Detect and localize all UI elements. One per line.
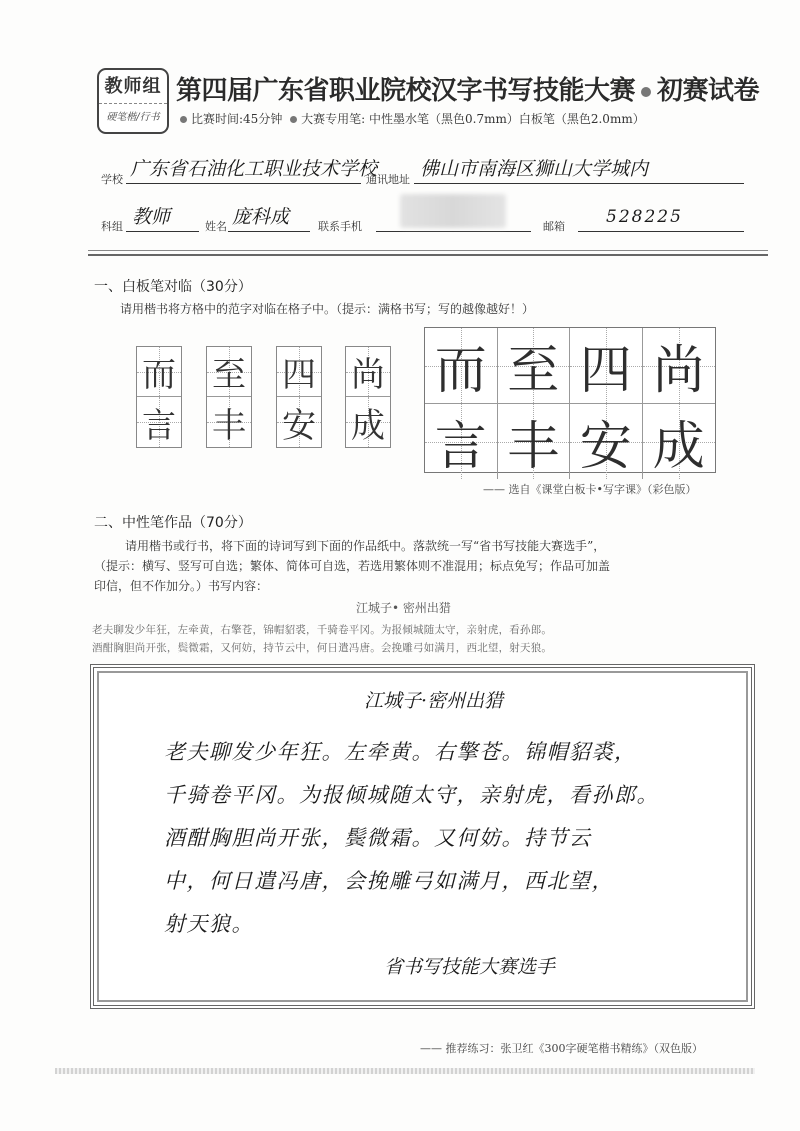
footer-divider — [55, 1068, 755, 1074]
work-signature: 省书写技能大赛选手 — [384, 956, 556, 978]
work-line: 中，何日遣冯唐，会挽雕弓如满月，西北望， — [164, 869, 614, 893]
model-cell: 而 — [425, 328, 498, 404]
model-cell: 至 — [498, 328, 571, 404]
redacted-phone — [400, 194, 506, 228]
header-divider — [88, 250, 768, 256]
bullet-icon — [180, 116, 187, 123]
practice-box[interactable] — [206, 346, 252, 448]
section1-source: —— 选自《课堂白板卡•写字课》（彩色版） — [483, 483, 697, 496]
practice-cell: 至 — [207, 347, 251, 397]
exam-info — [180, 110, 645, 127]
exam-time: 比赛时间:45分钟 — [191, 112, 283, 126]
exam-title-main: 第四届广东省职业院校汉字书写技能大赛 — [176, 76, 636, 106]
address-field[interactable] — [414, 158, 744, 184]
recommended-practice: —— 推荐练习：张卫红《300字硬笔楷书精练》（双色版） — [420, 1042, 703, 1055]
poem-title: 江城子• 密州出猎 — [356, 601, 451, 615]
group-badge — [97, 68, 169, 134]
poem-line: 老夫聊发少年狂，左牵黄，右擎苍，锦帽貂裘，千骑卷平冈。为报倾城随太守，亲射虎，看孙郎。 — [92, 624, 553, 636]
name-label: 姓名 — [205, 220, 227, 233]
postcode-label: 邮箱 — [543, 220, 565, 233]
practice-cell: 言 — [137, 397, 181, 447]
practice-cell: 安 — [277, 397, 321, 447]
school-label: 学校 — [101, 173, 123, 186]
phone-label: 联系手机 — [318, 220, 362, 233]
practice-cell: 成 — [346, 397, 390, 447]
group-field[interactable] — [126, 206, 199, 232]
poem-line: 酒酣胸胆尚开张，鬓微霜，又何妨，持节云中，何日遣冯唐。会挽雕弓如满月，西北望，射天狼。 — [92, 642, 553, 654]
bullet-icon — [641, 87, 651, 97]
name-field[interactable] — [228, 206, 310, 232]
address-label: 通讯地址 — [366, 173, 410, 186]
exam-title — [176, 70, 759, 107]
section2-instruction-line: （提示：横写、竖写可自选；繁体、简体可自选，若选用繁体则不准混用；标点免写；作品可加盖 — [94, 559, 611, 573]
badge-script-label: 硬笔楷/行书 — [106, 112, 160, 123]
practice-box[interactable] — [276, 346, 322, 448]
work-line: 老夫聊发少年狂。左牵黄。右擎苍。锦帽貂裘， — [164, 740, 637, 764]
practice-box[interactable] — [345, 346, 391, 448]
model-cell: 尚 — [643, 328, 716, 404]
phone-field[interactable] — [376, 206, 531, 232]
practice-cell: 尚 — [346, 347, 390, 397]
section1-title: 一、白板笔对临（30分） — [94, 279, 252, 295]
work-title: 江城子·密州出猎 — [364, 690, 504, 712]
section2-title: 二、中性笔作品（70分） — [94, 515, 252, 531]
work-line: 射天狼。 — [164, 912, 254, 936]
bullet-icon — [290, 116, 297, 123]
group-value: 教师 — [132, 206, 171, 228]
model-cell: 四 — [570, 328, 643, 404]
section2-instruction-line: 印信，但不作加分。）书写内容： — [94, 579, 269, 593]
exam-pen-info: 大赛专用笔: 中性墨水笔（黑色0.7mm）白板笔（黑色2.0mm） — [301, 112, 645, 126]
work-paper[interactable] — [90, 664, 755, 1009]
practice-cell: 丰 — [207, 397, 251, 447]
practice-box[interactable] — [136, 346, 182, 448]
postcode-field[interactable] — [578, 206, 744, 232]
model-character-grid — [424, 327, 716, 477]
model-cell: 成 — [643, 404, 716, 479]
model-cell: 安 — [570, 404, 643, 479]
school-field[interactable] — [126, 158, 378, 184]
section2-instruction-line: 请用楷书或行书，将下面的诗词写到下面的作品纸中。落款统一写“省书写技能大赛选手”， — [125, 539, 606, 553]
name-value: 庞科成 — [232, 206, 290, 228]
school-value: 广东省石油化工职业技术学校 — [130, 158, 378, 180]
postcode-value: 528225 — [606, 207, 683, 227]
practice-cell: 四 — [277, 347, 321, 397]
exam-title-suffix: 初赛试卷 — [657, 76, 760, 106]
badge-group-label: 教师组 — [99, 70, 167, 104]
model-cell: 言 — [425, 404, 498, 479]
address-value: 佛山市南海区狮山大学城内 — [420, 158, 649, 180]
work-line: 酒酣胸胆尚开张，鬓微霜。又何妨。持节云 — [164, 826, 592, 850]
work-line: 千骑卷平冈。为报倾城随太守，亲射虎，看孙郎。 — [164, 783, 659, 807]
section1-instruction: 请用楷书将方格中的范字对临在格子中。（提示：满格书写；写的越像越好！） — [120, 302, 535, 316]
model-cell: 丰 — [498, 404, 571, 479]
practice-cell: 而 — [137, 347, 181, 397]
group-label: 科组 — [101, 220, 123, 233]
